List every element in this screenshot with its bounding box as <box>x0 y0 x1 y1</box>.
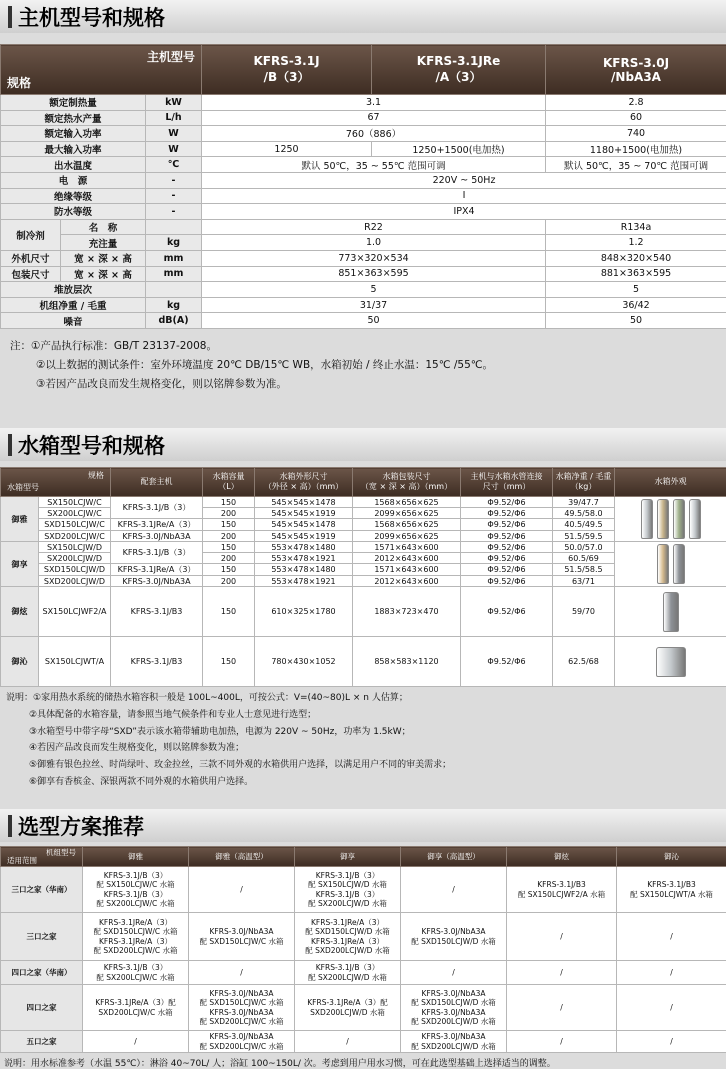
selection-note: 说明：用水标准参考（水温 55℃）：淋浴 40~70L/ 人；浴缸 100~150L/ 次。考虑到用户用水习惯，可在此选型基础上选择适当的调整。 <box>0 1056 726 1069</box>
family-size: 三口之家（华南） <box>1 867 83 913</box>
tank-cell: SX150LCJW/D <box>39 542 111 553</box>
tank-cell: Φ9.52/Φ6 <box>461 497 553 508</box>
tank-cell: Φ9.52/Φ6 <box>461 508 553 519</box>
tank-cell: 780×430×1052 <box>255 637 353 687</box>
host-notes: 注：①产品执行标准：GB/T 23137-2008。 ②以上数据的测试条件：室外环境温度 20℃ DB/15℃ WB，水箱初始 / 终止水温：15℃ /55℃。 ③若因产品改良而发生规格变化，则以铭牌参数为准。 <box>0 337 726 394</box>
tank-cell: 545×545×1919 <box>255 531 353 542</box>
model-1: KFRS-3.1J /B（3） <box>202 45 372 95</box>
tank-cell: Φ9.52/Φ6 <box>461 519 553 531</box>
section-host-spec <box>0 0 726 394</box>
tank-cell: 1568×656×625 <box>353 519 461 531</box>
selection-cell: KFRS-3.0J/NbA3A 配 SXD150LCJW/D 水箱 <box>401 913 507 961</box>
tank-image <box>673 499 685 539</box>
model-3: KFRS-3.0J /NbA3A <box>546 45 726 95</box>
section-selection <box>0 809 726 1069</box>
tank-image <box>689 499 701 539</box>
tank-cell: 39/47.7 <box>553 497 615 508</box>
selection-cell: KFRS-3.0J/NbA3A 配 SXD150LCJW/D 水箱 KFRS-3.0J/NbA3A 配 SXD200LCJW/D 水箱 <box>401 985 507 1031</box>
tank-cell: 150 <box>203 542 255 553</box>
tank-cell: Φ9.52/Φ6 <box>461 587 553 637</box>
tank-look-image <box>615 637 726 687</box>
selection-cell: / <box>83 1031 189 1053</box>
tank-cell: SX150LCJWT/A <box>39 637 111 687</box>
tank-cell: 49.5/58.0 <box>553 508 615 519</box>
tank-series: 御雅 <box>1 497 39 542</box>
tank-cell: 553×478×1921 <box>255 576 353 587</box>
tank-cell: KFRS-3.1JRe/A（3） <box>111 519 203 531</box>
tank-cell: 1883×723×470 <box>353 587 461 637</box>
selection-cell: KFRS-3.1JRe/A（3）配 SXD200LCJW/D 水箱 <box>295 985 401 1031</box>
spec-row: 最大输入功率 W 1250 1250+1500(电加热) 1180+1500(电加热) <box>1 141 726 157</box>
selection-row <box>1 867 726 913</box>
selection-cell: KFRS-3.1JRe/A（3） 配 SXD150LCJW/D 水箱 KFRS-3.1JRe/A（3） 配 SXD200LCJW/D 水箱 <box>295 913 401 961</box>
tank-cell: Φ9.52/Φ6 <box>461 531 553 542</box>
tank-cell: Φ9.52/Φ6 <box>461 637 553 687</box>
tank-cell: Φ9.52/Φ6 <box>461 542 553 553</box>
tank-image <box>673 544 685 584</box>
tank-cell: 545×545×1478 <box>255 519 353 531</box>
tank-cell: 150 <box>203 497 255 508</box>
selection-cell: / <box>295 1031 401 1053</box>
tank-cell: 40.5/49.5 <box>553 519 615 531</box>
tank-cell: 545×545×1919 <box>255 508 353 519</box>
tank-cell: Φ9.52/Φ6 <box>461 564 553 576</box>
tank-cell: 1571×643×600 <box>353 564 461 576</box>
tank-cell: 2099×656×625 <box>353 508 461 519</box>
tank-cell: 150 <box>203 637 255 687</box>
tank-cell: KFRS-3.1JRe/A（3） <box>111 564 203 576</box>
header-corner: 机组型号 适用范围 <box>1 847 83 867</box>
tank-look-image <box>615 497 726 542</box>
tank-cell: SX200LCJW/D <box>39 553 111 564</box>
host-spec-table <box>0 44 726 329</box>
tank-look-image <box>615 542 726 587</box>
tank-cell: KFRS-3.1J/B（3） <box>111 542 203 564</box>
tank-image <box>657 544 669 584</box>
tank-cell: 62.5/68 <box>553 637 615 687</box>
tank-cell: 200 <box>203 531 255 542</box>
selection-cell: / <box>189 867 295 913</box>
spec-row: 堆放层次 5 5 <box>1 282 726 298</box>
selection-cell: / <box>401 867 507 913</box>
tank-cell: 150 <box>203 587 255 637</box>
tank-cell: KFRS-3.0J/NbA3A <box>111 531 203 542</box>
tank-cell: 545×545×1478 <box>255 497 353 508</box>
spec-row: 额定输入功率 W 760（886） 740 <box>1 126 726 142</box>
tank-cell: KFRS-3.0J/NbA3A <box>111 576 203 587</box>
tank-cell: 51.5/59.5 <box>553 531 615 542</box>
tank-cell: Φ9.52/Φ6 <box>461 553 553 564</box>
tank-cell: SXD200LCJW/D <box>39 576 111 587</box>
tank-cell: 553×478×1480 <box>255 564 353 576</box>
selection-cell: / <box>401 961 507 985</box>
section-tank-spec <box>0 428 726 791</box>
selection-cell: KFRS-3.1J/B（3） 配 SX200LCJW/C 水箱 <box>83 961 189 985</box>
tank-cell: 2012×643×600 <box>353 553 461 564</box>
tank-cell: KFRS-3.1J/B（3） <box>111 497 203 519</box>
selection-cell: KFRS-3.1J/B3 配 SX150LCJWF2/A 水箱 <box>507 867 617 913</box>
tank-cell: 59/70 <box>553 587 615 637</box>
tank-cell: 553×478×1480 <box>255 542 353 553</box>
selection-row <box>1 913 726 961</box>
tank-cell: 63/71 <box>553 576 615 587</box>
tank-cell: 200 <box>203 553 255 564</box>
tank-cell: 200 <box>203 508 255 519</box>
spec-row: 出水温度 ℃ 默认 50℃，35 ~ 55℃ 范围可调 默认 50℃，35 ~ 70℃ 范围可调 <box>1 157 726 173</box>
spec-row: 电 源 - 220V ~ 50Hz <box>1 172 726 188</box>
tank-notes: 说明：①家用热水系统的储热水箱容积一般是 100L~400L，可按公式：V=(40~80)L × n 人估算； ②具体配备的水箱容量，请参照当地气候条件和专业人士意见进行选型； ③水箱型号中带字母“SXD”表示该水箱带辅助电加热，电源为 220V ~ 50Hz，功率为 1.5kW； ④若因产品改良而发生规格变化，则以铭牌参数为准； ⑤御雅有银色拉丝、时尚绿叶、玫金拉丝，三款不同外观的水箱供用户选择，以满足用户不同的审美需求； ⑥御享有香槟金、深银两款不同外观的水箱供用户选择。 <box>0 690 726 791</box>
tank-cell: 50.0/57.0 <box>553 542 615 553</box>
tank-cell: KFRS-3.1J/B3 <box>111 637 203 687</box>
tank-look-image <box>615 587 726 637</box>
family-size: 三口之家 <box>1 913 83 961</box>
tank-image <box>641 499 653 539</box>
model-2: KFRS-3.1JRe /A（3） <box>372 45 546 95</box>
tank-cell: SXD150LCJW/D <box>39 564 111 576</box>
section-title: 水箱型号和规格 <box>0 428 726 461</box>
tank-cell: 150 <box>203 519 255 531</box>
tank-row <box>1 587 726 637</box>
selection-cell: KFRS-3.1J/B（3） 配 SX150LCJW/D 水箱 KFRS-3.1J/B（3） 配 SX200LCJW/D 水箱 <box>295 867 401 913</box>
selection-cell: / <box>617 985 726 1031</box>
tank-cell: 858×583×1120 <box>353 637 461 687</box>
tank-cell: 60.5/69 <box>553 553 615 564</box>
tank-cell: SX150LCJW/C <box>39 497 111 508</box>
selection-cell: / <box>507 1031 617 1053</box>
tank-cell: Φ9.52/Φ6 <box>461 576 553 587</box>
spec-row: 额定热水产量 L/h 67 60 <box>1 110 726 126</box>
tank-cell: SX150LCJWF2/A <box>39 587 111 637</box>
tank-cell: 51.5/58.5 <box>553 564 615 576</box>
spec-row: 包装尺寸 宽 × 深 × 高 mm 851×363×595 881×363×595 <box>1 266 726 282</box>
selection-cell: / <box>507 985 617 1031</box>
selection-row <box>1 985 726 1031</box>
tank-row <box>1 497 726 508</box>
selection-cell: KFRS-3.0J/NbA3A 配 SXD150LCJW/C 水箱 <box>189 913 295 961</box>
tank-cell: 2099×656×625 <box>353 531 461 542</box>
selection-cell: / <box>507 961 617 985</box>
selection-row <box>1 961 726 985</box>
header-corner: 主机型号 规格 <box>1 45 202 95</box>
selection-cell: / <box>189 961 295 985</box>
section-title: 选型方案推荐 <box>0 809 726 842</box>
spec-row: 噪音 dB(A) 50 50 <box>1 313 726 329</box>
selection-cell: / <box>617 961 726 985</box>
selection-cell: KFRS-3.1JRe/A（3）配 SXD200LCJW/C 水箱 <box>83 985 189 1031</box>
header-corner: 规格 水箱型号 <box>1 468 111 497</box>
selection-table: 机组型号 适用范围 御雅 御雅（高温型） 御享 御享（高温型） 御炫 御沁 三口之家（华南） KFRS-3.1J/B（3） 配 SX150LCJW/C 水箱 KFRS-3.1J/B（3） 配 SX200LCJW/C 水箱 / KFRS-3.1J/B（3） 配 SX150LCJW/D 水箱 KFRS-3.1J/B（3） 配 SX200LCJW/D 水箱 / KFRS-3.1J/B3 配 SX150LCJWF2/A 水箱 KFRS-3.1J/B3 配 SX150LCJWT/A 水箱 三口之家 KFRS-3.1JRe/A（3） 配 SXD150LCJW/C 水箱 KFRS-3.1JRe/A（3） 配 SXD200LCJW/C 水箱 KFRS-3.0J/NbA3A 配 SXD150LCJW/C 水箱 KFRS-3.1JRe/A（3） 配 SXD150LCJW/D 水箱 KFRS-3.1JRe/A（3） 配 SXD200LCJW/D 水箱 KFRS-3.0J/NbA3A 配 SXD150LCJW/D 水箱 / / 四口之家（华南） KFRS-3.1J/B（3） 配 SX200LCJW/C 水箱 / KFRS-3.1J/B（3） 配 SX200LCJW/D 水箱 / / / 四口之家 KFRS-3.1JRe/A（3）配 SXD200LCJW/C 水箱 KFRS-3.0J/NbA3A 配 SXD150LCJW/C 水箱 KFRS-3.0J/NbA3A 配 SXD200LCJW/C 水箱 KFRS-3.1JRe/A（3）配 SXD200LCJW/D 水箱 KFRS-3.0J/NbA3A 配 SXD150LCJW/D 水箱 KFRS-3.0J/NbA3A 配 SXD200LCJW/D 水箱 / / 五口之家 / KFRS-3.0J/NbA3A 配 SXD200LCJW/C 水箱 / KFRS-3.0J/NbA3A 配 SXD200LCJW/D 水箱 / / <box>0 846 726 1053</box>
selection-row <box>1 1031 726 1053</box>
tank-spec-table: 规格 水箱型号 配套主机 水箱容量 （L） 水箱外形尺寸 （外径 × 高）（mm） 水箱包装尺寸 （宽 × 深 × 高）（mm） 主机与水箱水管连接 尺寸（mm） 水箱净重 / 毛重 （kg） 水箱外观 御雅 SX150LCJW/C KFRS-3.1J/B（3） 150 545×545×1478 1568×656×625 Φ9.52/Φ6 39/47.7 SX200LCJW/C 200 545×545×1919 2099×656×625 Φ9.52/Φ6 49.5/58.0 SXD150LCJW/C KFRS-3.1JRe/A（3） 150 545×545×1478 1568×656×625 Φ9.52/Φ6 40.5/49.5 SXD200LCJW/C KFRS-3.0J/NbA3A 200 545×545×1919 2099×656×625 Φ9.52/Φ6 51.5/59.5 御享 SX150LCJW/D KFRS-3.1J/B（3） 150 553×478×1480 1571×643×600 Φ9.52/Φ6 50.0/57.0 SX200LCJW/D 200 553×478×1921 2012×643×600 Φ9.52/Φ6 60.5/69 SXD150LCJW/D KFRS-3.1JRe/A（3） 150 553×478×1480 1571×643×600 Φ9.52/Φ6 51.5/58.5 SXD200LCJW/D KFRS-3.0J/NbA3A 200 553×478×1921 2012×643×600 Φ9.52/Φ6 63/71 御炫 SX150LCJWF2/A KFRS-3.1J/B3 150 610×325×1780 1883×723×470 Φ9.52/Φ6 59/70 御沁 SX150LCJWT/A KFRS-3.1J/B3 150 780×430×1052 858×583×1120 Φ9.52/Φ6 62.5/68 <box>0 467 726 687</box>
tank-series: 御炫 <box>1 587 39 637</box>
tank-image <box>656 647 686 677</box>
selection-cell: KFRS-3.1J/B（3） 配 SX150LCJW/C 水箱 KFRS-3.1J/B（3） 配 SX200LCJW/C 水箱 <box>83 867 189 913</box>
tank-cell: KFRS-3.1J/B3 <box>111 587 203 637</box>
tank-cell: 200 <box>203 576 255 587</box>
spec-row: 充注量 kg 1.0 1.2 <box>1 235 726 251</box>
tank-cell: SXD200LCJW/C <box>39 531 111 542</box>
tank-cell: 1571×643×600 <box>353 542 461 553</box>
selection-cell: KFRS-3.1J/B（3） 配 SX200LCJW/D 水箱 <box>295 961 401 985</box>
selection-cell: KFRS-3.0J/NbA3A 配 SXD150LCJW/C 水箱 KFRS-3.0J/NbA3A 配 SXD200LCJW/C 水箱 <box>189 985 295 1031</box>
tank-cell: SX200LCJW/C <box>39 508 111 519</box>
selection-cell: / <box>507 913 617 961</box>
tank-series: 御享 <box>1 542 39 587</box>
tank-cell: 150 <box>203 564 255 576</box>
selection-cell: KFRS-3.1JRe/A（3） 配 SXD150LCJW/C 水箱 KFRS-3.1JRe/A（3） 配 SXD200LCJW/C 水箱 <box>83 913 189 961</box>
spec-row: 防水等级 - IPX4 <box>1 204 726 220</box>
spec-row: 制冷剂 名 称 R22 R134a <box>1 219 726 235</box>
tank-cell: 1568×656×625 <box>353 497 461 508</box>
tank-row <box>1 542 726 553</box>
spec-row: 外机尺寸 宽 × 深 × 高 mm 773×320×534 848×320×540 <box>1 250 726 266</box>
spec-row: 额定制热量 kW 3.1 2.8 <box>1 95 726 111</box>
spec-row: 机组净重 / 毛重 kg 31/37 36/42 <box>1 297 726 313</box>
selection-cell: / <box>617 1031 726 1053</box>
selection-cell: KFRS-3.0J/NbA3A 配 SXD200LCJW/C 水箱 <box>189 1031 295 1053</box>
family-size: 五口之家 <box>1 1031 83 1053</box>
section-title: 主机型号和规格 <box>0 0 726 33</box>
tank-cell: 610×325×1780 <box>255 587 353 637</box>
selection-cell: / <box>617 913 726 961</box>
selection-cell: KFRS-3.0J/NbA3A 配 SXD200LCJW/D 水箱 <box>401 1031 507 1053</box>
tank-cell: 553×478×1921 <box>255 553 353 564</box>
family-size: 四口之家（华南） <box>1 961 83 985</box>
family-size: 四口之家 <box>1 985 83 1031</box>
tank-cell: SXD150LCJW/C <box>39 519 111 531</box>
tank-image <box>657 499 669 539</box>
tank-cell: 2012×643×600 <box>353 576 461 587</box>
tank-row <box>1 637 726 687</box>
spec-row: 绝缘等级 - I <box>1 188 726 204</box>
selection-cell: KFRS-3.1J/B3 配 SX150LCJWT/A 水箱 <box>617 867 726 913</box>
tank-image <box>663 592 679 632</box>
tank-series: 御沁 <box>1 637 39 687</box>
